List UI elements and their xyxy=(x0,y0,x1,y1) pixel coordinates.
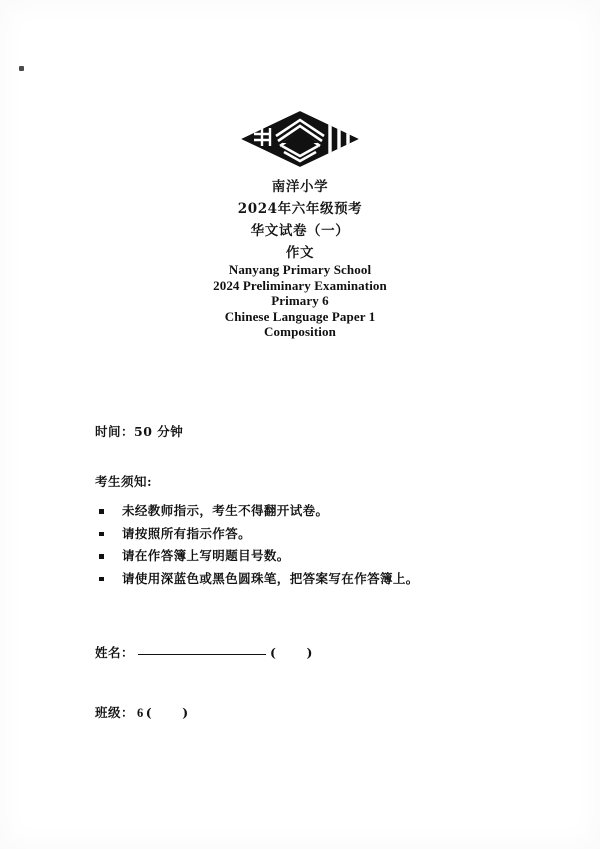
name-paren-open: ( xyxy=(270,645,277,660)
nanyang-primary-school-diamond-emblem-icon xyxy=(240,110,360,168)
instruction-text: 未经教师指示，考生不得翻开试卷。 xyxy=(122,503,329,518)
name-label: 姓名： xyxy=(95,645,135,660)
class-field xyxy=(95,703,189,721)
instruction-text: 请使用深蓝色或黑色圆珠笔，把答案写在作答簿上。 xyxy=(122,570,419,586)
title-en-line-2: 2024 Preliminary Examination xyxy=(213,277,387,293)
class-label: 班级： xyxy=(95,705,135,720)
instructions-list xyxy=(95,500,525,590)
class-paren-close: ) xyxy=(182,705,189,720)
class-level: 6 xyxy=(137,706,144,720)
instruction-text: 请在作答簿上写明题目号数。 xyxy=(122,548,290,563)
title-en-line-1: Nanyang Primary School xyxy=(228,262,372,277)
title-cn-line-4: 作文 xyxy=(285,245,315,261)
name-field xyxy=(95,643,313,661)
title-en-line-5: Composition xyxy=(264,324,336,340)
title-en-line-4: Chinese Language Paper 1 xyxy=(224,308,376,324)
exam-duration: 时间：50 分钟 xyxy=(95,424,184,439)
title-cn-line-2: 2024年六年级预考 xyxy=(237,201,363,217)
instructions-heading: 考生须知: xyxy=(95,474,153,489)
title-cn-line-3: 华文试卷（一） xyxy=(250,223,350,239)
title-chinese xyxy=(0,176,600,264)
scan-artifact-speck xyxy=(19,66,24,71)
title-cn-line-1: 南洋小学 xyxy=(271,179,329,195)
list-item xyxy=(95,523,525,546)
list-item xyxy=(95,500,525,523)
class-paren-open: ( xyxy=(145,705,153,720)
title-en-line-3: Primary 6 xyxy=(271,293,329,309)
list-item xyxy=(95,545,525,568)
list-item xyxy=(95,568,525,591)
name-input[interactable] xyxy=(138,654,266,655)
school-logo xyxy=(0,110,600,168)
bullet-icon xyxy=(99,509,104,514)
bullet-icon xyxy=(99,577,104,582)
instruction-text: 请按照所有指示作答。 xyxy=(122,525,252,541)
name-paren-close: ) xyxy=(306,645,313,660)
bullet-icon xyxy=(99,554,104,559)
title-english xyxy=(0,262,600,340)
bullet-icon xyxy=(99,532,104,537)
